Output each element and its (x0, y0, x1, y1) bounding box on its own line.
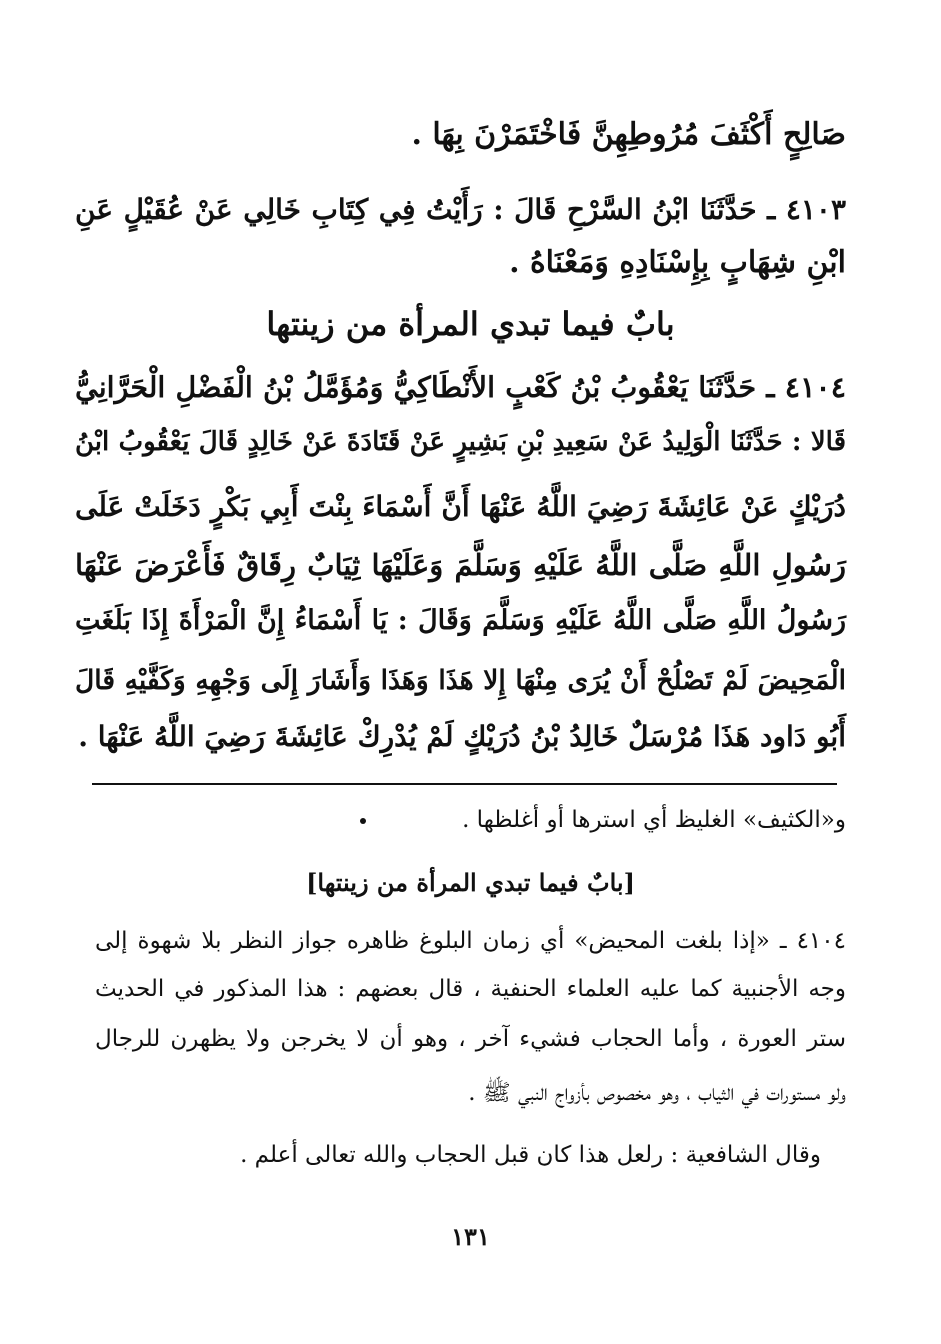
footnote-line: وجه الأجنبية كما عليه العلماء الحنفية ، قال بعضهم : هذا المذكور في الحديث (95, 976, 846, 1002)
footnote-divider (92, 783, 837, 785)
main-text-line: ٤١٠٣ ـ حَدَّثَنَا ابْنُ السَّرْحِ قَالَ : رَأَيْتُ فِي كِتَابِ خَالِي عَنْ عُقَيْلٍ عَنِ (75, 193, 846, 226)
footnote-line: وقال الشافعية : رلعل هذا كان قبل الحجاب والله تعالى أعلم . (240, 1142, 821, 1168)
main-text-line: ابْنِ شِهَابٍ بِإِسْنَادِهِ وَمَعْنَاهُ . (509, 245, 846, 280)
main-text-line: دُرَيْكٍ عَنْ عَائِشَةَ رَضِيَ اللَّهُ عَنْهَا أَنَّ أَسْمَاءَ بِنْتَ أَبِي بَكْرٍ دَخَلَتْ عَلَى (75, 490, 846, 523)
footnote-line: ستر العورة ، وأما الحجاب فشيء آخر ، وهو أن لا يخرجن ولا يظهرن للرجال (95, 1026, 846, 1052)
footnote-line: و«الكثيف» الغليظ أي استرها أو أغلظها . (462, 807, 846, 833)
main-text-line: قَالا : حَدَّثَنَا الْوَلِيدُ عَنْ سَعِيدِ بْنِ بَشِيرٍ عَنْ قَتَادَةَ عَنْ خَالِدٍ قَالَ يَعْقُوبُ ابْنُ (75, 427, 846, 457)
main-text-line: صَالِحٍ أَكْثَفَ مُرُوطِهِنَّ فَاخْتَمَرْنَ بِهَا . (411, 117, 846, 152)
main-text-line: رَسُولِ اللَّهِ صَلَّى اللَّهُ عَلَيْهِ وَسَلَّمَ وَعَلَيْهَا ثِيَابٌ رِقَاقٌ فَأَعْرَضَ عَنْهَا (75, 548, 846, 582)
main-text-line: أَبُو دَاود هَذَا مُرْسَلٌ خَالِدُ بْنُ دُرَيْكٍ لَمْ يُدْرِكْ عَائِشَةَ رَضِيَ اللَّهُ عَنْهَا . (78, 720, 846, 753)
page-number: ١٣١ (451, 1222, 490, 1251)
main-text-line: الْمَحِيضَ لَمْ تَصْلُحْ أَنْ يُرَى مِنْهَا إِلا هَذَا وَهَذَا وَأَشَارَ إِلَى وَجْهِهِ وَكَفَّيْهِ قَالَ (75, 665, 846, 696)
footnote-line: ٤١٠٤ ـ «إذا بلغت المحيض» أي زمان البلوغ ظاهره جواز النظر بلا شهوة إلى (95, 928, 846, 954)
main-text-line: ٤١٠٤ ـ حَدَّثَنَا يَعْقُوبُ بْنُ كَعْبٍ الأَنْطَاكِيُّ وَمُؤَمَّلُ بْنُ الْفَضْلِ الْحَرَّانِيُّ (75, 370, 846, 404)
chapter-heading: بابٌ فيما تبدي المرأة من زينتها (266, 305, 675, 343)
footnote-chapter-heading: [بابٌ فيما تبدي المرأة من زينتها] (306, 868, 635, 897)
main-text-line: رَسُولُ اللَّهِ صَلَّى اللَّهُ عَلَيْهِ وَسَلَّمَ وَقَالَ : يَا أَسْمَاءُ إِنَّ الْمَرْأَةَ إِذَا بَلَغَتِ (75, 605, 846, 636)
footnote-line: ولو مستورات في الثياب ، وهو مخصوص بأزواج النبي ﷺ . (468, 1080, 846, 1106)
